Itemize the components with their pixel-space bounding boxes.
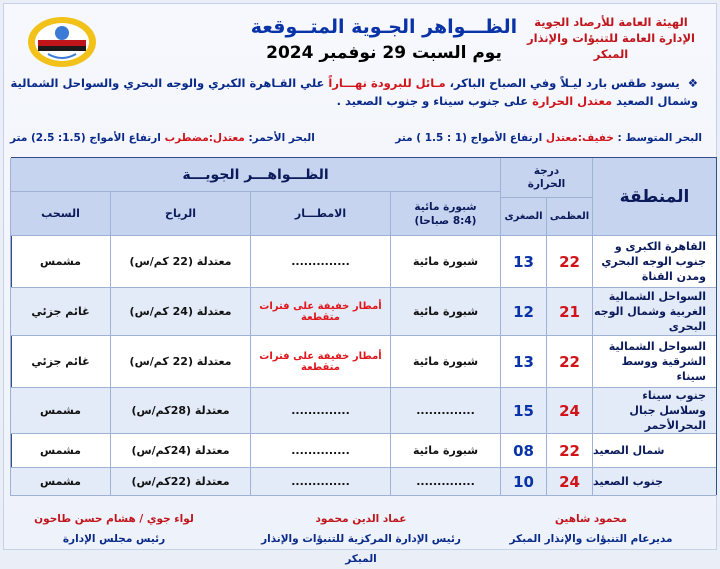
header-rain: الامطـــار: [250, 192, 390, 236]
row-4-region: جنوب سيناء وسلاسل جبال البحرالأحمر: [592, 388, 716, 434]
agency-name: الهيئة العامة للأرصاد الجوية: [534, 15, 688, 29]
row-5-max: 22: [546, 434, 592, 468]
row-2-rain: أمطار خفيفة على فترات متقطعة: [250, 288, 390, 336]
bulletin-title-block: [244, 14, 524, 66]
row-5-wind: معتدلة (24كم/س): [110, 434, 250, 468]
row-3-wind: معتدلة (22 كم/س): [110, 336, 250, 388]
signature-1-role: مديرعام التنبؤات والإنذار المبكر: [509, 533, 673, 545]
signature-2-role: رئيس الإدارة المركزية للتنبؤات والإنذار المبكر: [261, 533, 461, 565]
row-4-clouds: مشمس: [10, 388, 110, 434]
row-3-fog: شبورة مائية: [390, 336, 500, 388]
row-2-fog: شبورة مائية: [390, 288, 500, 336]
summary-part1: يسود طقس بارد ليـلاً وفي الصباح الباكر،: [445, 76, 680, 90]
row-4-max: 24: [546, 388, 592, 434]
signature-2: [246, 509, 476, 569]
red-label: البحر الأحمر:: [244, 132, 315, 144]
forecast-table: [11, 157, 717, 495]
med-state: خفيف:معتدل: [545, 132, 614, 144]
row-6-region: جنوب الصعيد: [592, 468, 716, 496]
header-clouds: السحب: [10, 192, 110, 236]
row-2-min: 12: [500, 288, 546, 336]
department-name: الإدارة العامة للتنبؤات والإنذار المبكر: [527, 31, 695, 61]
row-6-wind: معتدلة (22كم/س): [110, 468, 250, 496]
row-5-min: 08: [500, 434, 546, 468]
row-2-region: السواحل الشمالية الغربية وشمال الوجه البحرى: [592, 288, 716, 336]
med-label: البحر المتوسط :: [613, 132, 702, 144]
header-region: المنطقة: [592, 158, 716, 236]
row-5-fog: شبورة مائية: [390, 434, 500, 468]
meteorological-authority-logo: [24, 14, 100, 70]
row-5-region: شمال الصعيد: [592, 434, 716, 468]
signature-3: [14, 509, 214, 549]
row-5-clouds: مشمس: [10, 434, 110, 468]
row-3-min: 13: [500, 336, 546, 388]
summary-part4: وشمال الصعيد: [612, 94, 698, 108]
summary-bullet-icon: ❖: [687, 76, 698, 90]
row-3-region: السواحل الشمالية الشرقية ووسط سيناء: [592, 336, 716, 388]
signature-2-name: عماد الدين محمود: [315, 513, 407, 525]
mediterranean-sea-state: [395, 132, 702, 144]
row-1-fog: شبورة مائية: [390, 236, 500, 288]
row-2-clouds: غائم جزئي: [10, 288, 110, 336]
med-waves: ارتفاع الأمواج (1 : 1.5 ) متر: [395, 132, 546, 144]
signature-1: [476, 509, 706, 549]
row-3-rain: أمطار خفيفة على فترات متقطعة: [250, 336, 390, 388]
row-6-min: 10: [500, 468, 546, 496]
row-4-wind: معتدلة (28كم/س): [110, 388, 250, 434]
row-2-wind: معتدلة (24 كم/س): [110, 288, 250, 336]
row-1-rain: ..............: [250, 236, 390, 288]
red-waves: ارتفاع الأمواج (1.5: 2.5) متر: [10, 132, 165, 144]
signature-1-name: محمود شاهين: [554, 513, 628, 525]
row-1-clouds: مشمس: [10, 236, 110, 288]
row-3-clouds: غائم جزئي: [10, 336, 110, 388]
summary-part6: على جنوب سيناء و جنوب الصعيد .: [336, 94, 533, 108]
row-3-max: 22: [546, 336, 592, 388]
red-sea-state: [10, 132, 315, 144]
row-6-fog: ..............: [390, 468, 500, 496]
row-6-max: 24: [546, 468, 592, 496]
row-1-min: 13: [500, 236, 546, 288]
row-1-wind: معتدلة (22 كم/س): [110, 236, 250, 288]
row-2-max: 21: [546, 288, 592, 336]
row-4-fog: ..............: [390, 388, 500, 434]
row-5-rain: ..............: [250, 434, 390, 468]
summary-part2: مـائل للبرودة نهـــاراً: [328, 76, 446, 90]
header-wind: الرياح: [110, 192, 250, 236]
header-phenomena: الظـــواهـــر الجويـــة: [10, 158, 500, 192]
signature-3-role: رئيس مجلس الإدارة: [62, 533, 166, 545]
weather-summary: [8, 74, 698, 110]
sea-state: [10, 130, 702, 150]
row-1-region: القاهرة الكبرى و جنوب الوجه البحري ومدن القناة: [592, 236, 716, 288]
summary-part3: علي القـاهرة الكبري والوجه البحري والسواحل الشمالية: [10, 76, 329, 90]
row-6-clouds: مشمس: [10, 468, 110, 496]
red-state: معتدل:مضطرب: [164, 132, 245, 144]
agency-header: [516, 14, 706, 62]
summary-part5: معتدل الحرارة: [532, 94, 613, 108]
row-6-rain: ..............: [250, 468, 390, 496]
header-temperature: درجة الحرارة: [500, 158, 592, 198]
header-max: العظمى: [546, 198, 592, 236]
row-4-min: 15: [500, 388, 546, 434]
row-1-max: 22: [546, 236, 592, 288]
row-4-rain: ..............: [250, 388, 390, 434]
bulletin-title: الظـــواهر الجـوية المتــوقعة: [250, 16, 518, 38]
bulletin-date: يوم السبت 29 نوفمبر 2024: [266, 43, 502, 63]
header-min: الصغرى: [500, 198, 546, 236]
signature-3-name: لواء جوي / هشام حسن طاحون: [34, 513, 194, 525]
bulletin-page: [3, 3, 717, 565]
header-fog: شبورة مائية (8:4 صباحا): [390, 192, 500, 236]
